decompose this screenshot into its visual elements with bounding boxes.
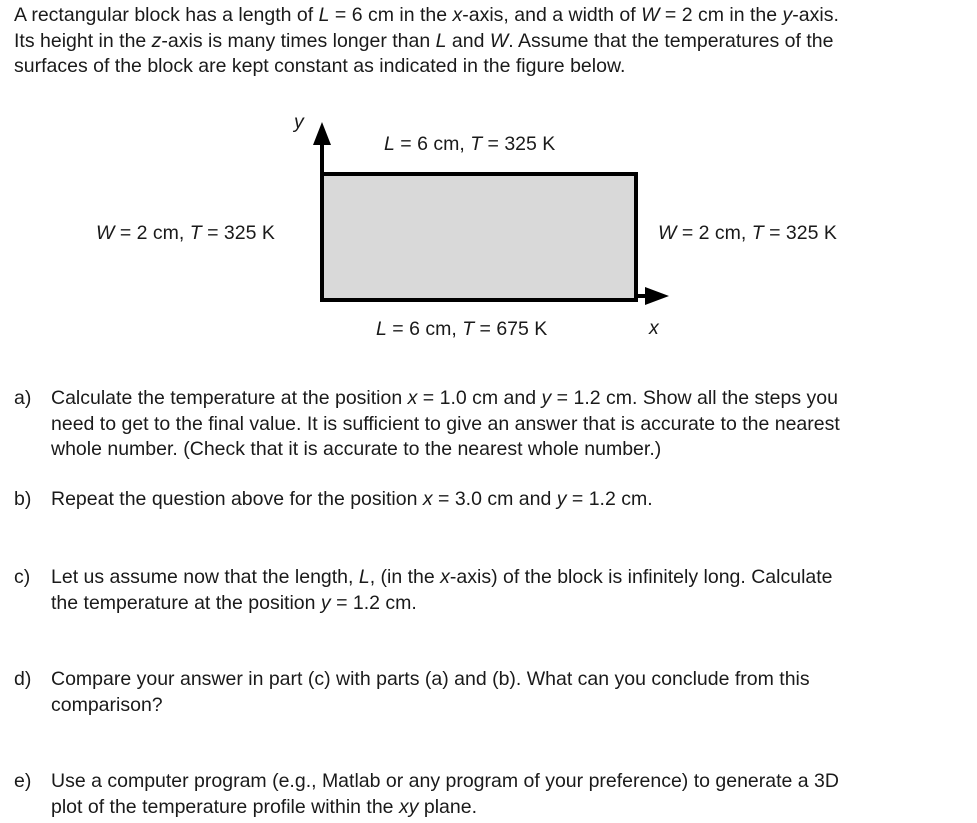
- y-axis-arrowhead-icon: [313, 122, 331, 145]
- x-axis-arrowhead-icon: [645, 287, 669, 305]
- bottom-surface-label: L = 6 cm, T = 675 K: [376, 318, 548, 340]
- block-rectangle: [320, 172, 638, 302]
- question-letter: d): [14, 668, 32, 690]
- question-text: Compare your answer in part (c) with parts (a) and (b). What can you conclude from this comparison?: [51, 668, 810, 716]
- top-surface-label: L = 6 cm, T = 325 K: [384, 133, 556, 155]
- intro-line-1: A rectangular block has a length of L = 6 cm in the x-axis, and a width of W = 2 cm in the y-axis.: [14, 4, 839, 26]
- right-surface-label: W = 2 cm, T = 325 K: [658, 222, 837, 244]
- intro-line-2: Its height in the z-axis is many times longer than L and W. Assume that the temperatures of the: [14, 29, 834, 52]
- intro-line-3: surfaces of the block are kept constant as indicated in the figure below.: [14, 55, 626, 77]
- left-surface-label: W = 2 cm, T = 325 K: [96, 222, 275, 244]
- question-text: Let us assume now that the length, L, (in the x-axis) of the block is infinitely long. Calculate the temperature at the position y = 1.2 cm.: [51, 566, 833, 614]
- y-axis-label: y: [294, 111, 304, 133]
- x-axis-label: x: [649, 317, 659, 339]
- question-letter: b): [14, 488, 32, 510]
- question-letter: e): [14, 770, 32, 792]
- question-letter: c): [14, 566, 31, 588]
- question-letter: a): [14, 387, 32, 409]
- question-text: Use a computer program (e.g., Matlab or any program of your preference) to generate a 3D plot of the temperature profile within the xy plane.: [51, 770, 839, 818]
- question-text: Repeat the question above for the position x = 3.0 cm and y = 1.2 cm.: [51, 488, 653, 510]
- question-text: Calculate the temperature at the position x = 1.0 cm and y = 1.2 cm. Show all the steps you need to get to the final value. It is sufficient to give an answer that is accurate to the nearest whole number. (Check that it is accurate to the nearest whole number.): [51, 387, 840, 460]
